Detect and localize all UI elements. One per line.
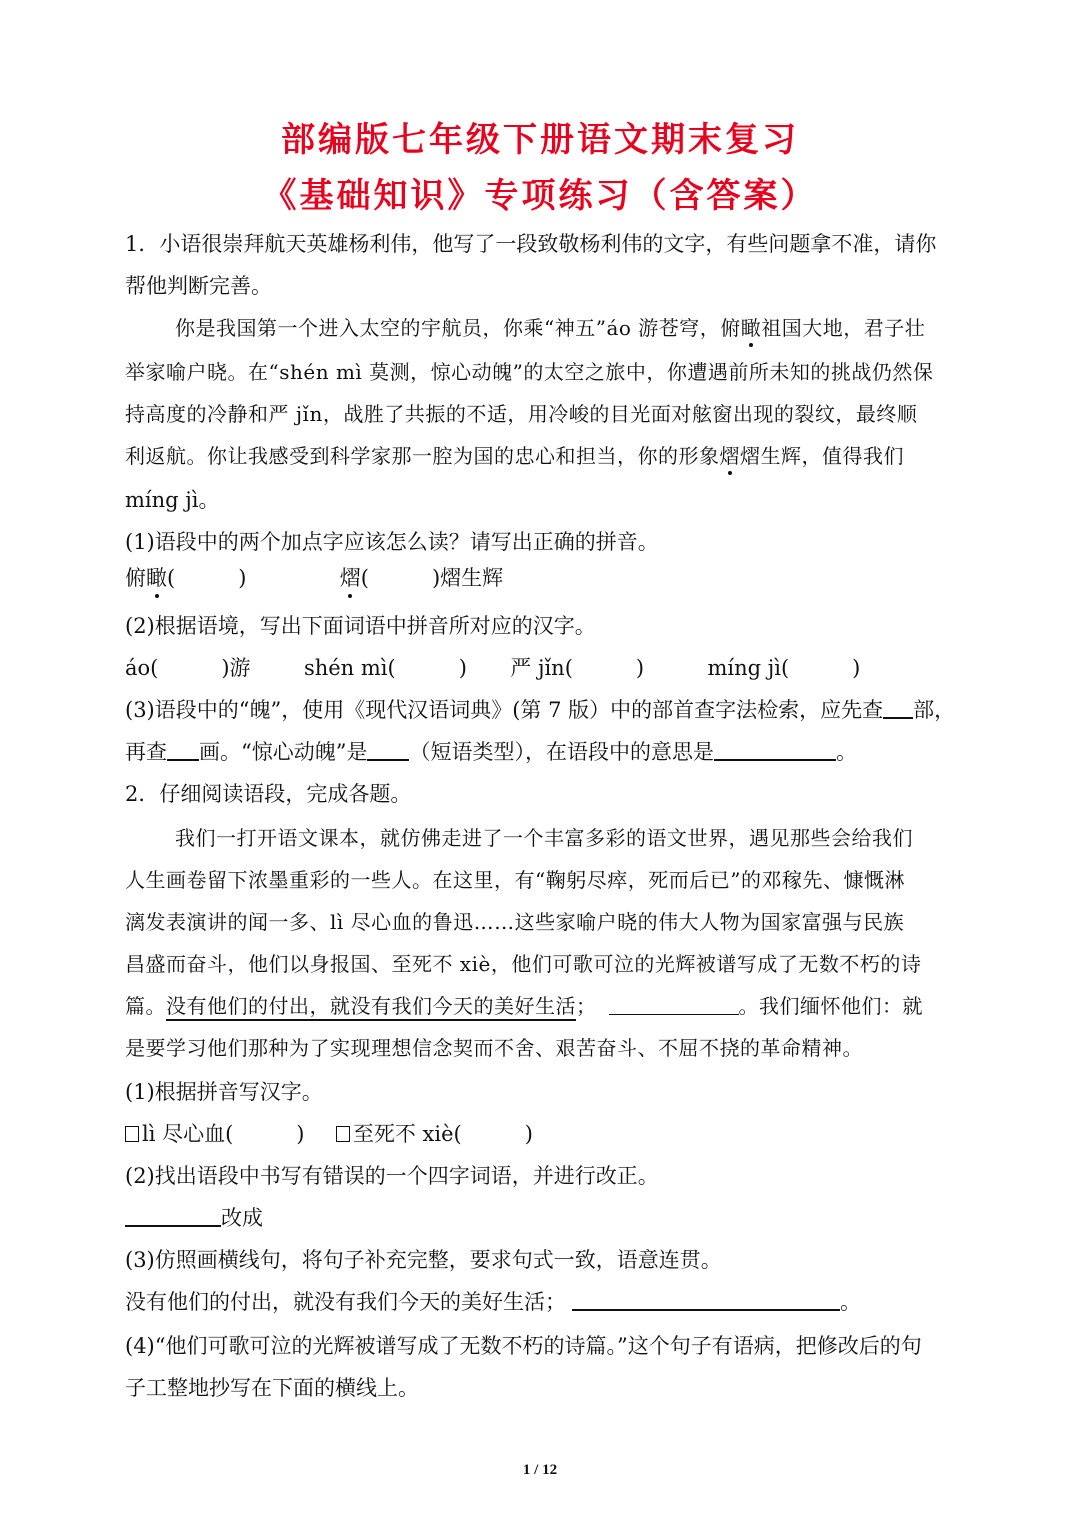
q1-sub3-text: 。 [835,740,857,764]
q2-sub1-title: (1)根据拼音写汉字。 [125,1080,323,1104]
q2-sub2-text: 改成 [221,1206,263,1230]
q2-passage-text: 。我们缅怀他们：就 [738,994,923,1018]
q2-passage-line-2: 人生画卷留下浓墨重彩的一些人。在这里，有“鞠躬尽瘁，死而后已”的邓稼先、慷慨淋 [125,868,905,892]
q2-sub2-answer [125,1202,965,1232]
q2-sub1-items [125,1118,965,1148]
q2-sub2-title: (2)找出语段中书写有错误的一个四字词语，并进行改正。 [125,1164,659,1188]
checkbox-icon [125,1126,139,1142]
q2-sub3-text: 没有他们的付出，就没有我们今天的美好生活； [125,1290,566,1314]
q2-sub3-line [125,1286,965,1316]
q1-sub3-line-2 [125,736,965,766]
q1-sub3-text: 再查 [125,740,167,764]
checkbox-icon [336,1126,350,1142]
q1-sub3-text: (3)语段中的“魄”，使用《现代汉语词典》(第 7 版）中的部首查字法检索，应先查 [125,698,884,722]
q1-sub3-text: 画。“惊心动魄”是 [199,740,368,764]
q2-sub4-line-1: (4)“他们可歌可泣的光辉被谱写成了无数不朽的诗篇。”这个句子有语病，把修改后的句 [125,1334,922,1358]
answer-blank[interactable] [167,739,199,761]
q1-passage-line-3: 持高度的冷静和严 jǐn，战胜了共振的不适，用冷峻的目光面对舷窗出现的裂纹，最终顺 [125,402,918,426]
title-line-1: 部编版七年级下册语文期末复习 [281,120,799,160]
q2-sub4-line-2: 子工整地抄写在下面的横线上。 [125,1376,419,1400]
q1-passage-text: 利返航。你让我感受到科学家那一腔为国的忠心和担当，你的形象 [125,444,720,468]
q1-passage-line-2: 举家喻户晓。在“shén mì 莫测，惊心动魄”的太空之旅中，你遭遇前所未知的挑战仍然保 [125,360,934,384]
q1-passage-text: 熠生辉，值得我们 [740,444,904,468]
q1-sub3-text: （短语类型），在语段中的意思是 [409,740,714,764]
q2-passage-line-1: 我们一打开语文课本，就仿佛走进了一个丰富多彩的语文世界，遇见那些会给我们 [175,826,913,850]
q1-intro-line-1: 1．小语很崇拜航天英雄杨利伟，他写了一段致敬杨利伟的文字，有些问题拿不准，请你 [125,232,937,256]
q1-sub1-word: 熠生辉 [440,566,504,590]
q1-passage-line-5: míng jì。 [125,488,220,512]
q2-sub3-text: 。 [840,1290,861,1314]
dotted-char: 熠 [340,562,361,592]
q2-passage-line-4: 昌盛而奋斗，他们以身报国、至死不 xiè，他们可歌可泣的光辉被谱写成了无数不朽的诗 [125,952,922,976]
title-line-2: 《基础知识》专项练习（含答案） [262,176,818,216]
q1-sub2-items [125,652,965,682]
q1-sub3-line-1 [125,694,965,724]
q1-sub2-item: áo( )游 [125,656,251,680]
q1-intro-line-2: 帮他判断完善。 [125,274,272,298]
q1-sub1-items [125,562,965,592]
q1-sub2-item: 严 jǐn( ) [510,656,645,680]
answer-blank[interactable] [714,739,836,761]
q1-passage-text: 祖国大地，君子壮 [761,316,926,340]
answer-blank[interactable] [883,697,913,719]
answer-paren: ( ) [167,566,247,590]
answer-blank[interactable] [367,739,409,761]
answer-blank[interactable] [572,1289,840,1311]
q2-intro: 2．仔细阅读语段，完成各题。 [125,782,412,806]
q2-sub3-title: (3)仿照画横线句，将句子补充完整，要求句式一致，语意连贯。 [125,1248,722,1272]
answer-blank[interactable] [125,1205,221,1227]
q1-passage-text: 你是我国第一个进入太空的宇航员，你乘“神五”áo 游苍穹，俯 [175,316,741,340]
q2-passage-text: ； [576,994,597,1018]
answer-blank[interactable] [609,994,739,1015]
q2-sub1-item: lì 尽心血( ) [142,1122,305,1146]
q2-passage-line-5 [125,990,965,1019]
q2-passage-line-6: 是要学习他们那种为了实现理想信念契而不舍、艰苦奋斗、不屈不挠的革命精神。 [125,1036,863,1060]
page-number: 1 / 12 [522,1462,558,1478]
q1-sub3-text: 部， [913,698,956,722]
q2-passage-text: 篇。 [125,994,166,1018]
q1-sub1-title: (1)语段中的两个加点字应该怎么读？请写出正确的拼音。 [125,530,659,554]
q1-sub1-char: 俯 [125,566,146,590]
answer-paren: ( ) [360,566,441,590]
q1-passage-line-1 [175,312,965,341]
q1-sub2-item: míng jì( ) [707,656,861,680]
dotted-char: 熠 [720,440,741,469]
q1-sub2-title: (2)根据语境，写出下面词语中拼音所对应的汉字。 [125,614,596,638]
dotted-char: 瞰 [741,312,762,341]
underlined-sentence: 没有他们的付出，就没有我们今天的美好生活 [166,994,576,1021]
dotted-char: 瞰 [146,562,167,592]
q1-passage-line-4 [125,440,965,469]
q1-sub2-item: shén mì( ) [303,656,467,680]
q2-passage-line-3: 漓发表演讲的闻一多、lì 尽心血的鲁迅……这些家喻户晓的伟大人物为国家富强与民族 [125,910,905,934]
q2-sub1-item: 至死不 xiè( ) [352,1122,533,1146]
